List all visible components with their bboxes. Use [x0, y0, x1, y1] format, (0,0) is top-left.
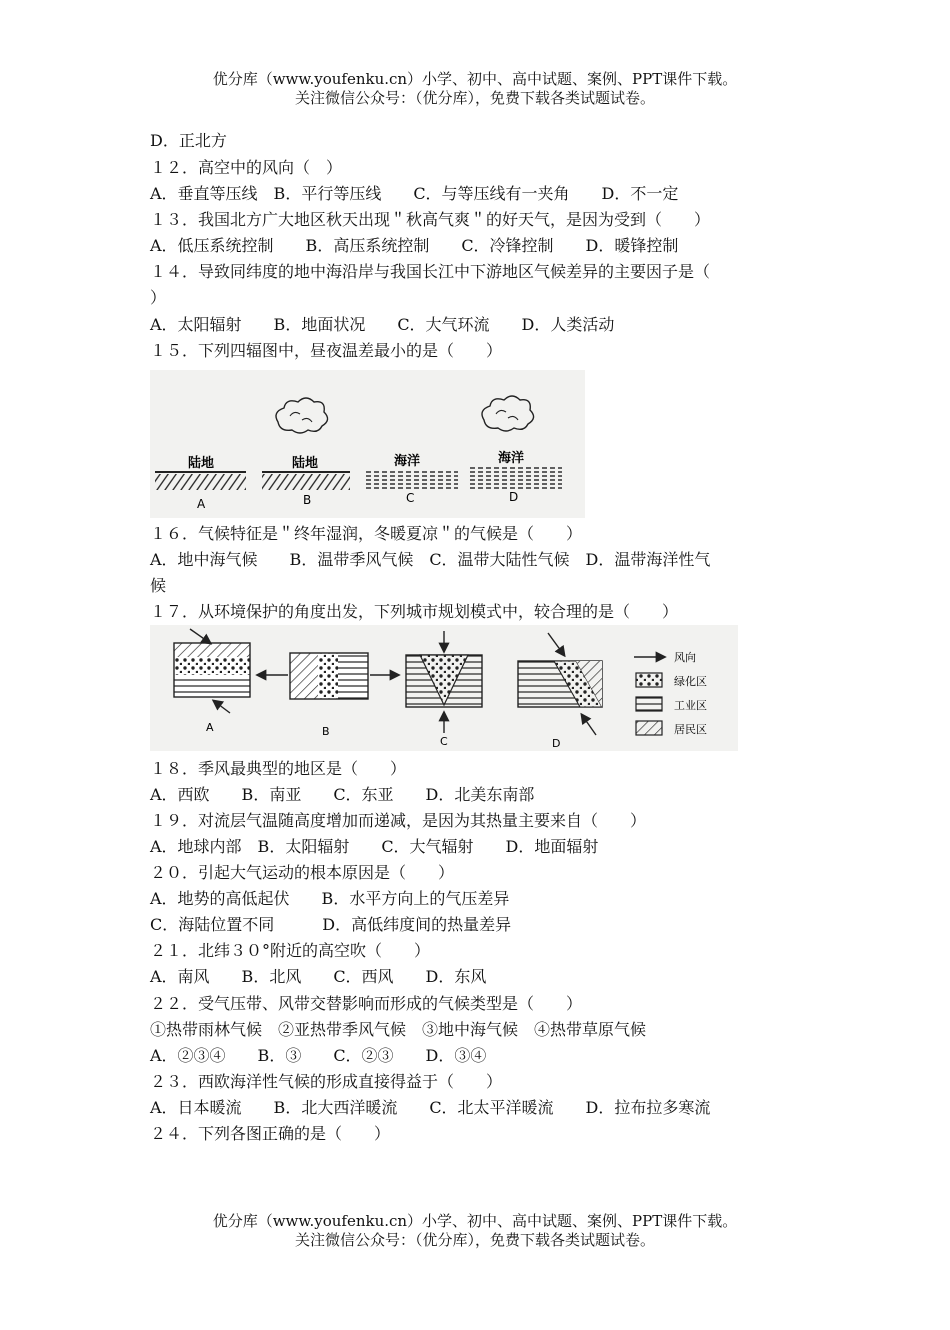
plan-letter-a: A [206, 721, 214, 734]
q23-question: ２３．西欧海洋性气候的形成直接得益于（ ） [150, 1072, 503, 1091]
residential-swatch [636, 721, 662, 735]
footer-line-1: 优分库（www.youfenku.cn）小学、初中、高中试题、案例、PPT课件下载。 [212, 1212, 738, 1230]
panel-c [364, 453, 458, 505]
panel-a [155, 455, 246, 511]
legend-industry: 工业区 [674, 699, 707, 712]
q22-items: ①热带雨林气候 ②亚热带季风气候 ③地中海气候 ④热带草原气候 [150, 1020, 647, 1039]
q21-options: A．南风 B．北风 C．西风 D．东风 [150, 967, 487, 986]
figure-17 [150, 625, 738, 751]
cloud-icon-b [276, 398, 328, 433]
ocean-surface-d [468, 467, 562, 489]
surface-label-a: 陆地 [188, 456, 215, 471]
q18-options: A．西欧 B．南亚 C．东亚 D．北美东南部 [150, 785, 535, 804]
plan-a [174, 629, 288, 734]
panel-d [468, 450, 562, 504]
q16-question: １６．气候特征是＂终年湿润，冬暖夏凉＂的气候是（ ） [150, 524, 583, 543]
surface-label-b: 陆地 [292, 456, 319, 471]
header-line-2: 关注微信公众号：（优分库），免费下载各类试题试卷。 [294, 89, 655, 107]
plan-letter-c: C [440, 735, 448, 748]
figure-15 [150, 370, 585, 518]
plan-letter-d: D [552, 737, 561, 750]
ocean-surface-c [364, 470, 458, 490]
q21-question: ２１．北纬３０°附近的高空吹（ ） [150, 941, 431, 960]
q12-options: A．垂直等压线 B．平行等压线 C．与等压线有一夹角 D．不一定 [150, 184, 679, 203]
q22-options: A．②③④ B．③ C．②③ D．③④ [150, 1046, 487, 1065]
page-header [0, 70, 950, 108]
q14-options: A．太阳辐射 B．地面状况 C．大气环流 D．人类活动 [150, 315, 615, 334]
green-area-swatch [636, 673, 662, 687]
panel-letter-c: C [406, 491, 415, 505]
panel-letter-b: B [303, 493, 312, 507]
q20-options-1: A．地势的高低起伏 B．水平方向上的气压差异 [150, 889, 510, 908]
plan-c [406, 631, 482, 748]
legend-green: 绿化区 [674, 675, 707, 688]
q17-question: １７．从环境保护的角度出发，下列城市规划模式中，较合理的是（ ） [150, 602, 679, 621]
q23-options: A．日本暖流 B．北大西洋暖流 C．北太平洋暖流 D．拉布拉多寒流 [150, 1098, 711, 1117]
q11-option-d: D．正北方 [150, 131, 227, 150]
plan-d [518, 633, 602, 750]
plan-letter-b: B [322, 725, 330, 738]
land-surface-a [155, 474, 246, 490]
surface-label-c: 海洋 [394, 454, 421, 469]
panel-letter-d: D [509, 490, 519, 504]
q12-question: １２．高空中的风向（ ） [150, 158, 343, 177]
q14-question-cont: ） [150, 288, 167, 307]
q24-question: ２４．下列各图正确的是（ ） [150, 1124, 391, 1143]
footer-line-2: 关注微信公众号：（优分库），免费下载各类试题试卷。 [294, 1231, 655, 1249]
q13-options: A．低压系统控制 B．高压系统控制 C．冷锋控制 D．暖锋控制 [150, 236, 679, 255]
q14-question: １４．导致同纬度的地中海沿岸与我国长江中下游地区气候差异的主要因子是（ [150, 262, 711, 281]
surface-label-d: 海洋 [498, 451, 525, 466]
legend [634, 650, 707, 736]
q16-options-cont: 候 [150, 576, 167, 595]
page-footer [0, 1212, 950, 1250]
panel-letter-a: A [197, 497, 206, 511]
header-line-1: 优分库（www.youfenku.cn）小学、初中、高中试题、案例、PPT课件下载。 [212, 70, 738, 88]
legend-wind: 风向 [674, 651, 696, 664]
q19-question: １９．对流层气温随高度增加而递减，是因为其热量主要来自（ ） [150, 811, 647, 830]
legend-residential: 居民区 [674, 723, 707, 736]
panel-b [262, 455, 350, 507]
q20-question: ２０．引起大气运动的根本原因是（ ） [150, 863, 455, 882]
land-surface-b [262, 474, 350, 490]
industry-swatch [636, 697, 662, 711]
q19-options: A．地球内部 B．太阳辐射 C．大气辐射 D．地面辐射 [150, 837, 599, 856]
q15-question: １５．下列四辐图中，昼夜温差最小的是（ ） [150, 341, 503, 360]
q18-question: １８．季风最典型的地区是（ ） [150, 759, 407, 778]
q16-options: A．地中海气候 B．温带季风气候 C．温带大陆性气候 D．温带海洋性气 [150, 550, 711, 569]
q13-question: １３．我国北方广大地区秋天出现＂秋高气爽＂的好天气，是因为受到（ ） [150, 210, 711, 229]
plan-b [290, 653, 398, 738]
q22-question: ２２．受气压带、风带交替影响而形成的气候类型是（ ） [150, 994, 583, 1013]
cloud-icon-d [482, 396, 534, 431]
q20-options-2: C．海陆位置不同 D．高低纬度间的热量差异 [150, 915, 512, 934]
